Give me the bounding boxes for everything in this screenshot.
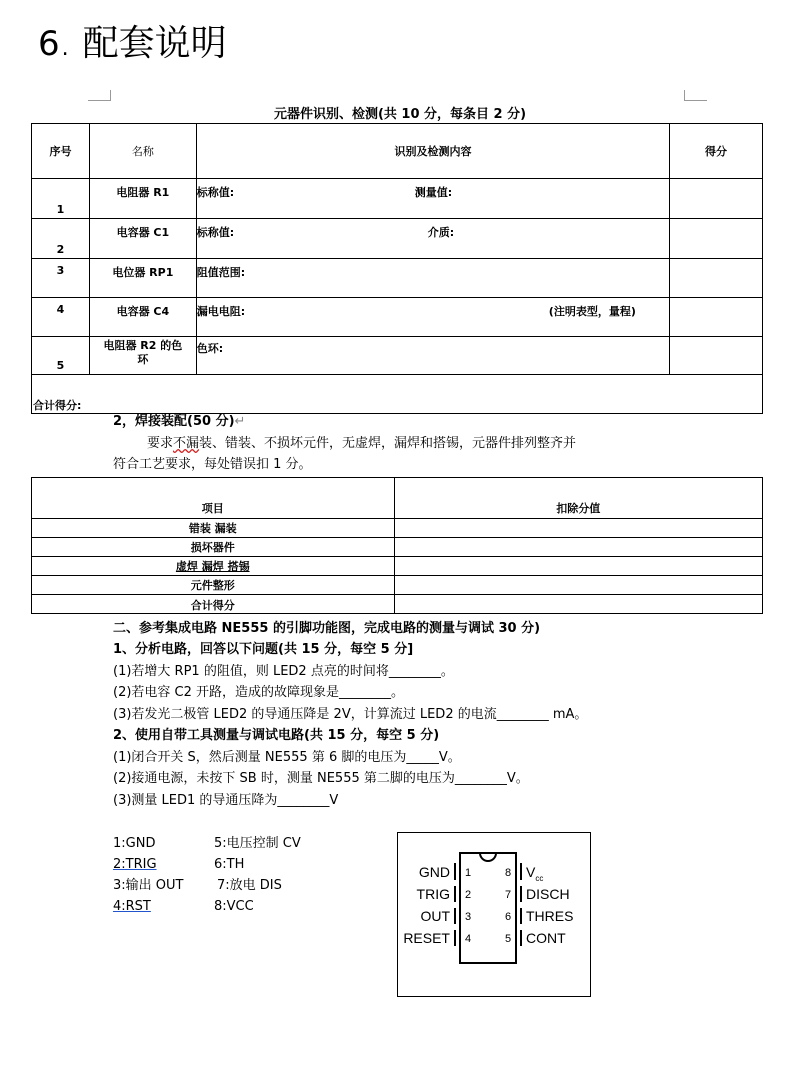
row-number: 3 [32,259,90,298]
header-content: 识别及检测内容 [196,124,669,179]
section1-title: 元器件识别、检测(共 10 分，每条目 2 分) [273,107,527,122]
label-resistance-range: 阻值范围: [196,266,246,279]
return-mark: ↵ [234,414,246,429]
chip-pin-number: 5 [505,933,512,945]
chip-pin-label: THRES [526,908,574,924]
heading-number: 6 [38,24,60,64]
row-name: 电阻器 R1 [89,179,196,219]
pin-item-link[interactable]: 2:TRIG [113,857,157,872]
heading-title: 配套说明 [82,23,227,64]
question-3: (3)若发光二极管 LED2 的导通压降是 2V，计算流过 LED2 的电流________ mA。 [113,707,588,722]
table-row [32,538,763,557]
table-row [32,219,763,259]
page-corner-mark-right [684,90,707,101]
section2-requirement-line2: 符合工艺要求，每处错误扣 1 分。 [113,457,312,472]
header-seq: 序号 [32,124,90,179]
section2-requirement-line1 [147,435,576,453]
chip-pin-number: 2 [465,889,472,901]
table-row [32,298,763,337]
header-name: 名称 [89,124,196,179]
question-5: (2)接通电源，未按下 SB 时，测量 NE555 第二脚的电压为________V。 [113,771,529,786]
chip-pin-label: CONT [526,930,566,946]
table-row [32,259,763,298]
row-content [196,259,669,298]
question-1: (1)若增大 RP1 的阻值，则 LED2 点亮的时间将________。 [113,664,454,679]
item-cell: 错装 漏装 [32,519,395,538]
question-6: (3)测量 LED1 的导通压降为________V [113,793,339,808]
chip-pin-number: 1 [465,867,472,879]
table-row [32,595,763,614]
label-measured: 测量值: [414,186,453,199]
deduct-cell[interactable] [394,557,763,576]
table-row [32,519,763,538]
pin-list-right [214,833,301,917]
row-number: 1 [32,179,90,219]
row-name-line2: 环 [137,353,149,366]
score-cell[interactable] [670,179,763,219]
chip-pin-label: DISCH [526,886,570,902]
header-item: 项目 [32,478,395,519]
ne555-pinout-diagram [397,832,591,997]
score-cell[interactable] [670,219,763,259]
row-content [196,337,669,375]
pin-item-link[interactable]: 4:RST [113,899,151,914]
req-text-post: 装、错装、不损坏元件，无虚焊，漏焊和搭锡，元器件排列整齐并 [199,436,577,451]
pin-item: 7:放电 DIS [217,878,282,893]
score-cell[interactable] [670,259,763,298]
row-content [196,179,669,219]
question-4: (1)闭合开关 S，然后测量 NE555 第 6 脚的电压为_____V。 [113,750,461,765]
soldering-deduction-table [31,477,763,614]
pin-item: 6:TH [214,857,245,872]
row-content [196,219,669,259]
chip-pin-number: 4 [465,933,472,945]
chip-pin-number: 8 [505,867,512,879]
row-name: 电容器 C1 [89,219,196,259]
req-text-pre: 要求 [147,436,174,451]
chip-pin-label: OUT [420,908,450,924]
row-number: 5 [32,337,90,375]
table-row [32,179,763,219]
label-meter-note: (注明表型，量程) [548,305,636,318]
req-text-wavy: 不漏 [173,436,200,451]
label-nominal: 标称值: [196,186,235,199]
section3-sub1: 1、分析电路，回答以下问题(共 15 分，每空 5 分] [113,642,414,657]
chip-pin-label: TRIG [416,886,450,902]
deduct-cell[interactable] [394,519,763,538]
pin-item: 8:VCC [214,899,254,914]
score-cell[interactable] [670,298,763,337]
row-content [196,298,669,337]
deduct-cell[interactable] [394,576,763,595]
total-score-label: 合计得分: [32,375,763,414]
chip-pin-label: GND [418,864,450,880]
score-cell[interactable] [670,337,763,375]
heading-dot: . [61,36,69,61]
pin-list-left [113,833,183,917]
label-color-band: 色环: [196,342,224,355]
section3-sub2: 2、使用自带工具测量与调试电路(共 15 分，每空 5 分) [113,728,440,743]
row-name: 电容器 C4 [89,298,196,337]
table-row [32,557,763,576]
component-identification-table [31,123,763,414]
item-cell: 损坏器件 [32,538,395,557]
item-cell: 合计得分 [32,595,395,614]
row-number: 2 [32,219,90,259]
pin-item: 5:电压控制 CV [214,836,301,851]
deduct-cell[interactable] [394,538,763,557]
vcc-sub: cc [535,873,544,883]
vcc-main: V [526,864,536,880]
table-row [32,576,763,595]
section3-title: 二、参考集成电路 NE555 的引脚功能图，完成电路的测量与调试 30 分) [113,621,541,636]
pin-item: 3:输出 OUT [113,878,184,893]
chip-pin-number: 3 [465,911,472,923]
section2-title-text: 2，焊接装配(50 分) [113,414,235,429]
table-row [32,337,763,375]
table-header-row [32,478,763,519]
chip-pin-label: RESET [403,930,450,946]
row-name: 电位器 RP1 [89,259,196,298]
pin-item: 1:GND [113,836,156,851]
chip-pin-number: 6 [505,911,512,923]
page-corner-mark-left [88,90,111,101]
table-header-row [32,124,763,179]
header-score: 得分 [670,124,763,179]
page-heading [38,22,227,71]
total-row [32,375,763,414]
label-nominal: 标称值: [196,226,235,239]
item-cell: 虚焊 漏焊 搭锡 [32,557,395,576]
row-name-line1: 电阻器 R2 的色 [103,339,183,352]
chip-pin-number: 7 [505,889,512,901]
deduct-cell[interactable] [394,595,763,614]
label-dielectric: 介质: [427,226,455,239]
question-2: (2)若电容 C2 开路，造成的故障现象是________。 [113,685,405,700]
chip-pin-label-vcc [526,864,543,887]
item-cell: 元件整形 [32,576,395,595]
row-number: 4 [32,298,90,337]
label-leakage: 漏电电阻: [196,305,246,318]
row-name [89,337,196,375]
section2-title [113,413,245,431]
header-deduct: 扣除分值 [394,478,763,519]
